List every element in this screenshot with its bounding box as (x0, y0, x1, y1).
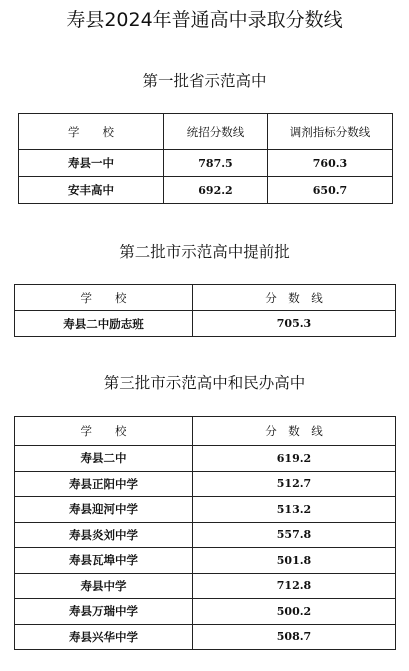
table-row (19, 150, 393, 177)
school-name: 寿县迎河中学 (15, 497, 193, 523)
adjusted-score: 760.3 (268, 150, 393, 177)
school-name: 寿县二中励志班 (15, 311, 193, 337)
column-header-school: 学 校 (15, 417, 193, 446)
table-row (15, 522, 396, 548)
page-title: 寿县2024年普通高中录取分数线 (66, 9, 343, 31)
table-row (15, 624, 396, 650)
column-header-unified-score: 统招分数线 (164, 114, 268, 150)
section-heading-second-batch: 第二批市示范高中提前批 (119, 243, 290, 261)
table-header-row (15, 285, 396, 311)
school-name: 寿县中学 (15, 573, 193, 599)
second-batch-table (14, 284, 396, 337)
school-name: 寿县瓦埠中学 (15, 548, 193, 574)
first-batch-table (18, 113, 393, 204)
score: 508.7 (193, 624, 396, 650)
table-row (15, 599, 396, 625)
adjusted-score: 650.7 (268, 177, 393, 204)
column-header-adjusted-score: 调剂指标分数线 (268, 114, 393, 150)
score: 705.3 (193, 311, 396, 337)
column-header-school: 学 校 (15, 285, 193, 311)
table-row (15, 311, 396, 337)
score: 557.8 (193, 522, 396, 548)
school-name: 寿县二中 (15, 446, 193, 472)
school-name: 寿县一中 (19, 150, 164, 177)
third-batch-table (14, 416, 396, 650)
school-name: 寿县正阳中学 (15, 471, 193, 497)
section-heading-first-batch: 第一批省示范高中 (142, 72, 267, 90)
school-name: 寿县万瑞中学 (15, 599, 193, 625)
score: 619.2 (193, 446, 396, 472)
score: 513.2 (193, 497, 396, 523)
score: 501.8 (193, 548, 396, 574)
unified-score: 787.5 (164, 150, 268, 177)
score: 500.2 (193, 599, 396, 625)
table-row (15, 446, 396, 472)
column-header-score: 分 数 线 (193, 285, 396, 311)
table-row (19, 177, 393, 204)
table-row (15, 573, 396, 599)
school-name: 寿县炎刘中学 (15, 522, 193, 548)
table-header-row (15, 417, 396, 446)
unified-score: 692.2 (164, 177, 268, 204)
score: 712.8 (193, 573, 396, 599)
table-row (15, 471, 396, 497)
table-header-row (19, 114, 393, 150)
table-row (15, 497, 396, 523)
score: 512.7 (193, 471, 396, 497)
school-name: 寿县兴华中学 (15, 624, 193, 650)
table-row (15, 548, 396, 574)
column-header-score: 分 数 线 (193, 417, 396, 446)
school-name: 安丰高中 (19, 177, 164, 204)
column-header-school: 学 校 (19, 114, 164, 150)
section-heading-third-batch: 第三批市示范高中和民办高中 (103, 374, 306, 392)
